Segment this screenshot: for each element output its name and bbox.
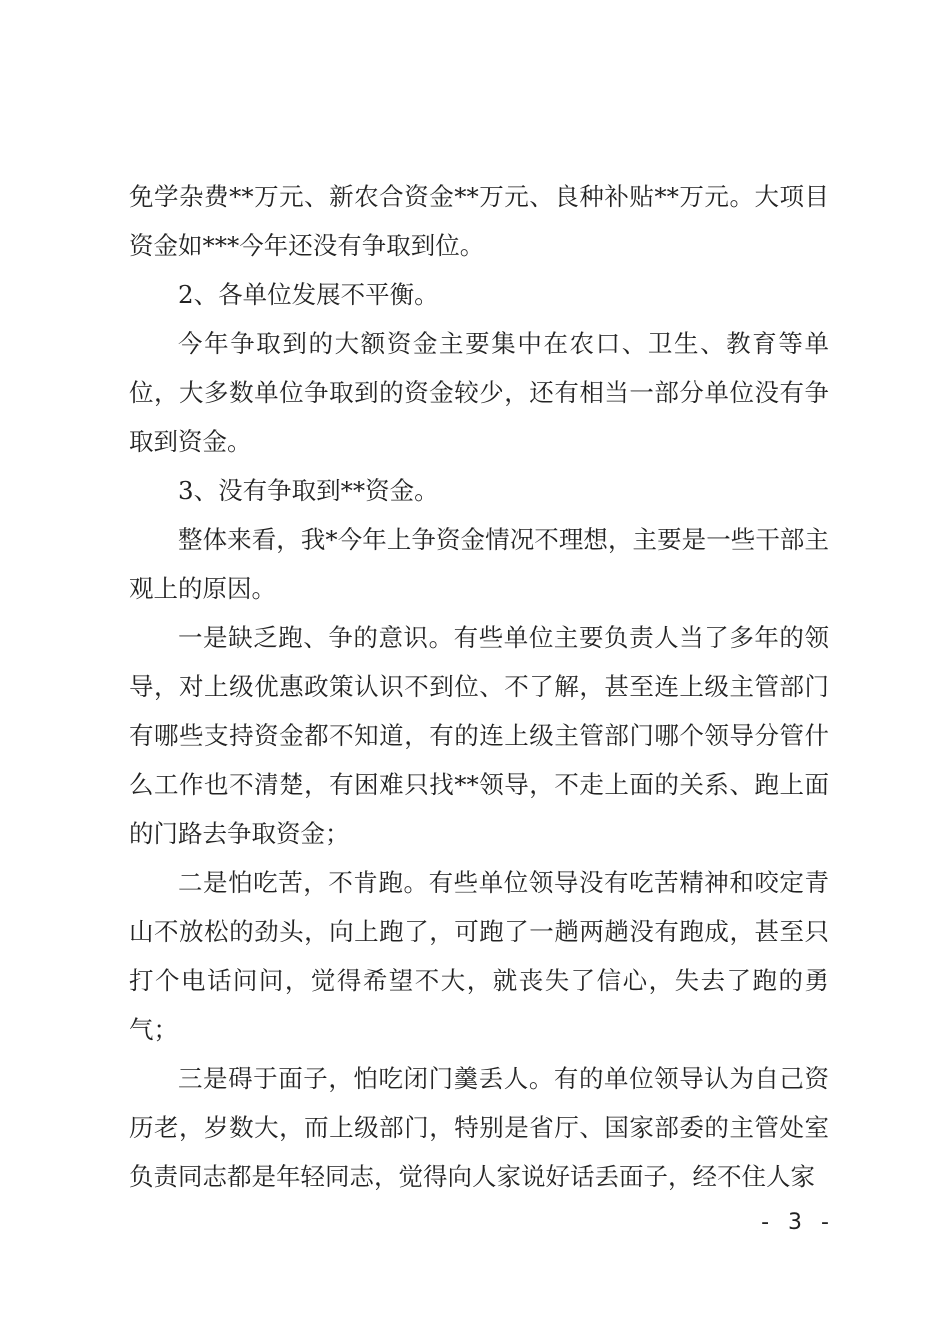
paragraph: 整体来看，我*今年上争资金情况不理想，主要是一些干部主观上的原因。 — [129, 525, 829, 603]
section-heading-3: 3、没有争取到**资金。 — [178, 476, 439, 505]
paragraph: 今年争取到的大额资金主要集中在农口、卫生、教育等单位，大多数单位争取到的资金较少，还有相当一部分单位没有争取到资金。 — [129, 329, 829, 456]
paragraph: 一是缺乏跑、争的意识。有些单位主要负责人当了多年的领导，对上级优惠政策认识不到位、不了解，甚至连上级主管部门有哪些支持资金都不知道，有的连上级主管部门哪个领导分管什么工作也不清楚，有困难只找**领导，不走上面的关系、跑上面的门路去争取资金； — [129, 623, 829, 848]
paragraph: 三是碍于面子，怕吃闭门羹丢人。有的单位领导认为自己资历老，岁数大，而上级部门，特别是省厅、国家部委的主管处室负责同志都是年轻同志，觉得向人家说好话丢面子，经不住人家 — [129, 1064, 829, 1191]
paragraph-continued: 免学杂费**万元、新农合资金**万元、良种补贴**万元。大项目资金如***今年还没有争取到位。 — [129, 182, 829, 260]
section-heading-2: 2、各单位发展不平衡。 — [178, 280, 439, 309]
paragraph: 二是怕吃苦，不肯跑。有些单位领导没有吃苦精神和咬定青山不放松的劲头，向上跑了，可跑了一趟两趟没有跑成，甚至只打个电话问问，觉得希望不大，就丧失了信心，失去了跑的勇气； — [129, 868, 829, 1044]
page-number: - 3 - — [761, 1210, 835, 1235]
body-text — [129, 172, 829, 1201]
